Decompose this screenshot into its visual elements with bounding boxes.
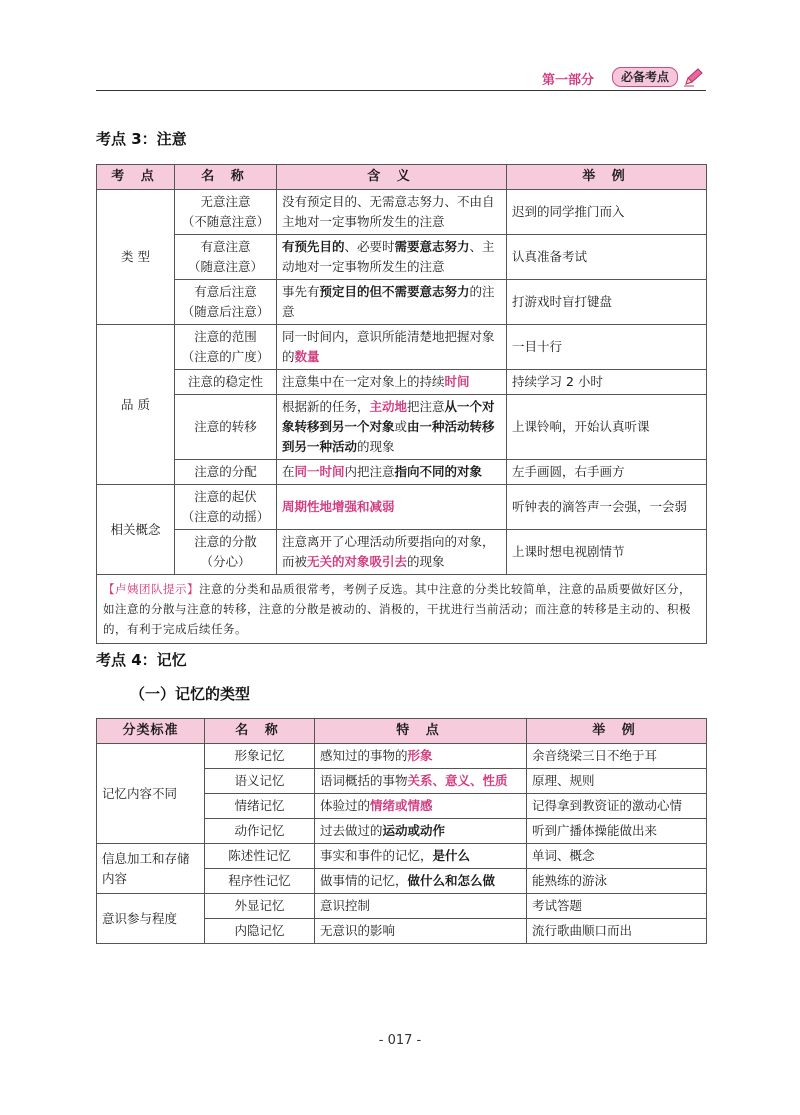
table-row	[97, 894, 707, 919]
group-label: 类 型	[97, 190, 175, 325]
table-row	[97, 395, 707, 460]
pencil-icon	[682, 67, 704, 87]
name-cell: 注意的分散 （分心）	[175, 530, 277, 575]
header-cell: 分类标准	[97, 719, 205, 744]
header-cell: 举 例	[527, 719, 707, 744]
name-cell: 有意后注意 （随意后注意）	[175, 280, 277, 325]
header-cell: 举 例	[507, 165, 707, 190]
page-number: - 017 -	[378, 1033, 422, 1048]
feature-cell: 做事情的记忆，做什么和怎么做	[315, 869, 527, 894]
table-header-row	[97, 165, 707, 190]
table-row	[97, 485, 707, 530]
example-cell: 左手画圆，右手画方	[507, 460, 707, 485]
tip-box	[97, 575, 707, 644]
table-row	[97, 190, 707, 235]
header-cell: 含 义	[277, 165, 507, 190]
meaning-cell: 根据新的任务，主动地把注意从一个对象转移到另一个对象或由一种活动转移到另一种活动的现象	[277, 395, 507, 460]
feature-cell: 感知过的事物的形象	[315, 744, 527, 769]
table-row	[97, 744, 707, 769]
example-cell: 打游戏时盲打键盘	[507, 280, 707, 325]
name-cell: 无意注意 （不随意注意）	[175, 190, 277, 235]
table-header-row	[97, 719, 707, 744]
tip-label: 【卢姨团队提示】	[103, 582, 199, 596]
meaning-cell: 在同一时间内把注意指向不同的对象	[277, 460, 507, 485]
meaning-cell: 没有预定目的、无需意志努力、不由自主地对一定事物所发生的注意	[277, 190, 507, 235]
meaning-cell: 周期性地增强和减弱	[277, 485, 507, 530]
meaning-cell: 注意集中在一定对象上的持续时间	[277, 370, 507, 395]
header-cell: 特 点	[315, 719, 527, 744]
meaning-cell: 有预先目的、必要时需要意志努力、主动地对一定事物所发生的注意	[277, 235, 507, 280]
table-row	[97, 325, 707, 370]
meaning-cell: 事先有预定目的但不需要意志努力的注意	[277, 280, 507, 325]
section4-title: 考点 4：记忆	[96, 651, 187, 669]
meaning-cell: 同一时间内，意识所能清楚地把握对象的数量	[277, 325, 507, 370]
header-badge: 必备考点	[612, 67, 678, 87]
name-cell: 情绪记忆	[205, 794, 315, 819]
example-cell: 听钟表的滴答声一会强，一会弱	[507, 485, 707, 530]
group-label: 信息加工和存储内容	[97, 844, 205, 894]
name-cell: 注意的转移	[175, 395, 277, 460]
feature-cell: 体验过的情绪或情感	[315, 794, 527, 819]
group-label: 记忆内容不同	[97, 744, 205, 844]
name-cell: 注意的稳定性	[175, 370, 277, 395]
name-cell: 程序性记忆	[205, 869, 315, 894]
table-row	[97, 235, 707, 280]
table-row	[97, 460, 707, 485]
header-cell: 名 称	[175, 165, 277, 190]
section4-subtitle: （一）记忆的类型	[130, 685, 251, 703]
table-row	[97, 370, 707, 395]
example-cell: 听到广播体操能做出来	[527, 819, 707, 844]
name-cell: 注意的起伏 （注意的动摇）	[175, 485, 277, 530]
example-cell: 持续学习 2 小时	[507, 370, 707, 395]
example-cell: 能熟练的游泳	[527, 869, 707, 894]
example-cell: 迟到的同学推门而入	[507, 190, 707, 235]
name-cell: 形象记忆	[205, 744, 315, 769]
name-cell: 注意的分配	[175, 460, 277, 485]
meaning-cell: 注意离开了心理活动所要指向的对象，而被无关的对象吸引去的现象	[277, 530, 507, 575]
example-cell: 考试答题	[527, 894, 707, 919]
group-label: 品 质	[97, 325, 175, 485]
memory-table	[96, 718, 707, 944]
feature-cell: 过去做过的运动或动作	[315, 819, 527, 844]
name-cell: 有意注意 （随意注意）	[175, 235, 277, 280]
feature-cell: 意识控制	[315, 894, 527, 919]
attention-table	[96, 164, 707, 644]
name-cell: 动作记忆	[205, 819, 315, 844]
table-row	[97, 280, 707, 325]
example-cell: 上课时想电视剧情节	[507, 530, 707, 575]
name-cell: 陈述性记忆	[205, 844, 315, 869]
example-cell: 一目十行	[507, 325, 707, 370]
example-cell: 上课铃响，开始认真听课	[507, 395, 707, 460]
table-row	[97, 844, 707, 869]
example-cell: 记得拿到教资证的激动心情	[527, 794, 707, 819]
section3-title: 考点 3：注意	[96, 130, 187, 148]
feature-cell: 事实和事件的记忆，是什么	[315, 844, 527, 869]
example-cell: 原理、规则	[527, 769, 707, 794]
feature-cell: 语词概括的事物关系、意义、性质	[315, 769, 527, 794]
header-cell: 考 点	[97, 165, 175, 190]
table-row	[97, 530, 707, 575]
example-cell: 流行歌曲顺口而出	[527, 919, 707, 944]
example-cell: 认真准备考试	[507, 235, 707, 280]
example-cell: 单词、概念	[527, 844, 707, 869]
header-part: 第一部分	[541, 73, 594, 88]
group-label: 相关概念	[97, 485, 175, 575]
tip-text: 注意的分类和品质很常考，考例子反选。其中注意的分类比较简单，注意的品质要做好区分，如注意的分散与注意的转移，注意的分散是被动的、消极的，干扰进行当前活动；而注意的转移是主动的、积极的，有利于完成后续任务。	[103, 582, 691, 636]
name-cell: 注意的范围 （注意的广度）	[175, 325, 277, 370]
page-header	[96, 66, 706, 91]
example-cell: 余音绕梁三日不绝于耳	[527, 744, 707, 769]
feature-cell: 无意识的影响	[315, 919, 527, 944]
name-cell: 语义记忆	[205, 769, 315, 794]
name-cell: 内隐记忆	[205, 919, 315, 944]
name-cell: 外显记忆	[205, 894, 315, 919]
tip-row	[97, 575, 707, 644]
group-label: 意识参与程度	[97, 894, 205, 944]
header-cell: 名 称	[205, 719, 315, 744]
